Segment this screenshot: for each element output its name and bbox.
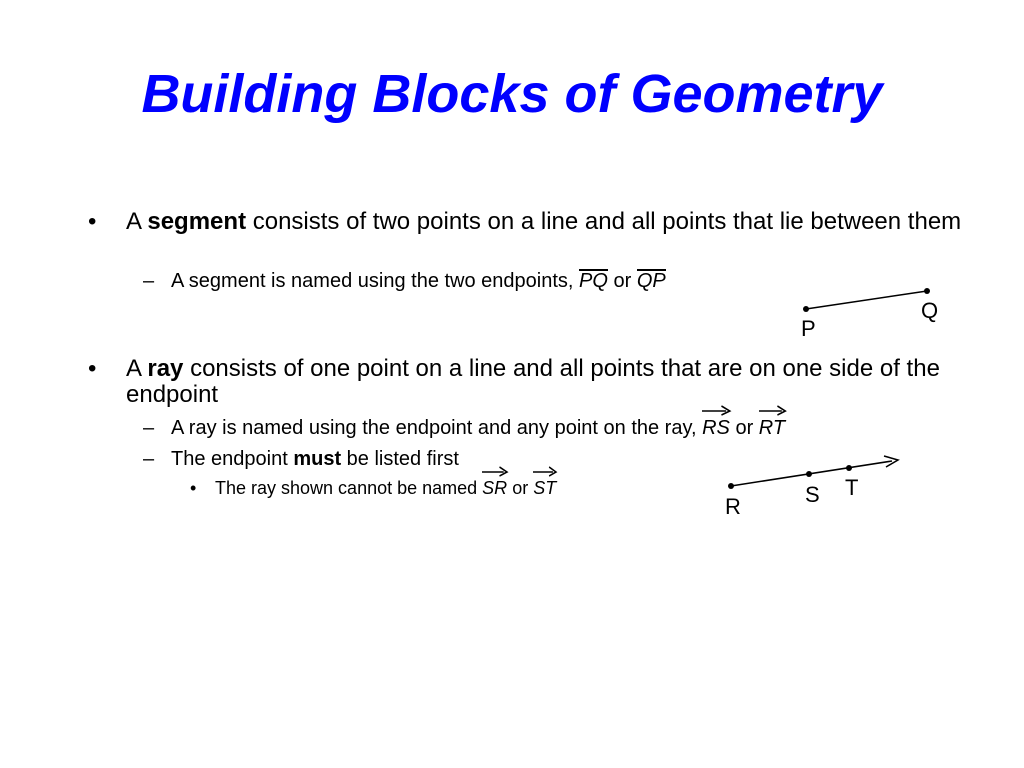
point-label-p: P — [801, 316, 816, 341]
text-main: A segment is named using the two endpoints, — [171, 270, 580, 292]
point-label-s: S — [805, 482, 820, 507]
ray-name-text: SR — [482, 478, 508, 498]
segment-name-qp: QP — [636, 270, 666, 292]
bullet-marker: • — [88, 355, 97, 382]
point-t-dot — [846, 465, 852, 471]
text-prefix: A — [126, 355, 148, 382]
term-segment: segment — [147, 208, 247, 235]
term-must: must — [293, 448, 342, 470]
slide-title: Building Blocks of Geometry — [141, 64, 883, 124]
bullet-marker: • — [190, 478, 197, 498]
text-rest: consists of one point on a line and all points that are on one side of the endpoint — [126, 355, 940, 408]
text-main: The ray shown cannot be named — [215, 478, 483, 498]
ray-name-text: RS — [702, 417, 730, 439]
point-s-dot — [806, 471, 812, 477]
ray-name-text: RT — [758, 417, 786, 439]
text-or: or — [607, 270, 637, 292]
text-or: or — [729, 417, 759, 439]
dash-marker: – — [143, 448, 155, 470]
text-rest: consists of two points on a line and all points that lie between them — [246, 208, 962, 235]
text-after: be listed first — [341, 448, 459, 470]
ray-name-text: ST — [533, 478, 557, 498]
dash-marker: – — [143, 270, 155, 292]
text-or: or — [507, 478, 534, 498]
text-main: A ray is named using the endpoint and any point on the ray, — [171, 417, 703, 439]
point-label-t: T — [845, 475, 859, 500]
point-label-r: R — [725, 494, 741, 519]
dash-marker: – — [143, 417, 155, 439]
segment-name-pq: PQ — [579, 270, 608, 292]
point-r-dot — [728, 483, 734, 489]
bullet-marker: • — [88, 208, 97, 235]
point-label-q: Q — [921, 298, 939, 323]
term-ray: ray — [147, 355, 184, 382]
text-prefix: A — [126, 208, 148, 235]
text-before: The endpoint — [171, 448, 294, 470]
